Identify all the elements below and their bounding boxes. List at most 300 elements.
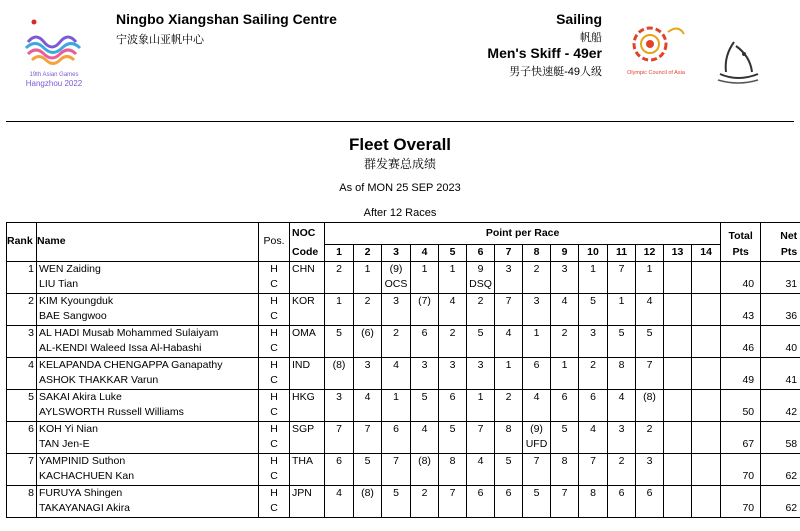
- race-score: 7: [551, 485, 579, 501]
- race-score: 8: [551, 453, 579, 469]
- race-score: 4: [636, 293, 664, 309]
- race-penalty-code: UFD: [523, 437, 551, 453]
- event-name-cn: 男子快速艇-49人级: [509, 66, 602, 78]
- col-race: 11: [608, 245, 636, 262]
- total-points: 50: [721, 405, 761, 421]
- col-race: 12: [636, 245, 664, 262]
- race-penalty-code: [439, 309, 467, 325]
- sport-name: Sailing: [556, 11, 602, 27]
- race-score: 6: [325, 453, 354, 469]
- race-score: (8): [354, 485, 382, 501]
- crew-name: LIU Tian: [37, 277, 259, 293]
- page-title-cn: 群发赛总成绩: [363, 157, 436, 171]
- noc-code: KOR: [290, 293, 325, 325]
- race-score: 3: [523, 293, 551, 309]
- race-penalty-code: [382, 309, 411, 325]
- report-header: [0, 0, 800, 122]
- race-score: 4: [608, 389, 636, 405]
- table-row: [7, 277, 800, 293]
- race-score: 6: [551, 389, 579, 405]
- table-row: [7, 293, 800, 309]
- race-score: 5: [608, 325, 636, 341]
- race-penalty-code: [551, 469, 579, 485]
- pos-crew: C: [259, 277, 290, 293]
- race-penalty-code: [382, 437, 411, 453]
- race-score: 3: [579, 325, 608, 341]
- col-total-line2: Pts: [721, 245, 761, 262]
- race-score: [664, 453, 692, 469]
- table-row: [7, 261, 800, 277]
- race-score: 2: [579, 357, 608, 373]
- race-score: 3: [636, 453, 664, 469]
- event-name: Men's Skiff - 49er: [487, 45, 602, 61]
- race-penalty-code: [608, 501, 636, 517]
- race-penalty-code: [608, 469, 636, 485]
- race-score: (9): [382, 261, 411, 277]
- race-penalty-code: [523, 501, 551, 517]
- race-penalty-code: [664, 405, 692, 421]
- race-score: 1: [411, 261, 439, 277]
- race-penalty-code: [495, 501, 523, 517]
- race-penalty-code: [692, 405, 721, 421]
- race-score: 5: [325, 325, 354, 341]
- race-score: 9: [467, 261, 495, 277]
- crew-name: KACHACHUEN Kan: [37, 469, 259, 485]
- race-penalty-code: [495, 373, 523, 389]
- race-score: 5: [467, 325, 495, 341]
- pos-crew: C: [259, 469, 290, 485]
- race-score: 1: [579, 261, 608, 277]
- race-score: 5: [495, 453, 523, 469]
- race-penalty-code: [467, 341, 495, 357]
- race-score: 7: [523, 453, 551, 469]
- race-score: (9): [523, 421, 551, 437]
- net-spacer: [761, 453, 800, 469]
- race-penalty-code: [636, 437, 664, 453]
- pos-helm: H: [259, 453, 290, 469]
- pos-crew: C: [259, 501, 290, 517]
- net-spacer: [761, 485, 800, 501]
- race-penalty-code: [579, 309, 608, 325]
- race-penalty-code: [692, 373, 721, 389]
- race-penalty-code: [692, 309, 721, 325]
- race-score: [692, 485, 721, 501]
- total-spacer: [721, 485, 761, 501]
- race-penalty-code: [382, 341, 411, 357]
- table-row: [7, 437, 800, 453]
- race-penalty-code: [551, 501, 579, 517]
- sport-name-cn: 帆船: [580, 32, 602, 44]
- race-score: 2: [551, 325, 579, 341]
- race-penalty-code: [467, 373, 495, 389]
- race-score: 5: [551, 421, 579, 437]
- race-score: 8: [439, 453, 467, 469]
- race-penalty-code: [382, 501, 411, 517]
- race-score: 2: [467, 293, 495, 309]
- race-penalty-code: [382, 469, 411, 485]
- table-row: [7, 405, 800, 421]
- race-penalty-code: [579, 405, 608, 421]
- race-score: 1: [551, 357, 579, 373]
- race-penalty-code: [439, 501, 467, 517]
- race-score: 2: [636, 421, 664, 437]
- noc-code: OMA: [290, 325, 325, 357]
- race-score: (7): [411, 293, 439, 309]
- helm-name: AL HADI Musab Mohammed Sulaiyam: [37, 325, 259, 341]
- race-penalty-code: [692, 437, 721, 453]
- race-score: 4: [411, 421, 439, 437]
- race-penalty-code: [354, 373, 382, 389]
- table-row: [7, 485, 800, 501]
- page-title: Fleet Overall: [348, 135, 452, 154]
- race-score: 4: [382, 357, 411, 373]
- table-row: [7, 341, 800, 357]
- race-penalty-code: [664, 469, 692, 485]
- race-score: [692, 261, 721, 277]
- sailing-pictogram: [714, 40, 762, 84]
- net-spacer: [761, 389, 800, 405]
- oca-logo: [622, 22, 702, 82]
- race-penalty-code: [636, 277, 664, 293]
- race-penalty-code: [636, 501, 664, 517]
- race-score: 5: [579, 293, 608, 309]
- col-race: 10: [579, 245, 608, 262]
- race-penalty-code: [523, 469, 551, 485]
- pos-helm: H: [259, 421, 290, 437]
- race-score: 1: [636, 261, 664, 277]
- race-score: 3: [354, 357, 382, 373]
- helm-name: KELAPANDA CHENGAPPA Ganapathy: [37, 357, 259, 373]
- race-score: 4: [579, 421, 608, 437]
- race-score: 4: [495, 325, 523, 341]
- rank-cell: 8: [7, 485, 37, 517]
- table-row: [7, 309, 800, 325]
- race-penalty-code: [664, 277, 692, 293]
- crew-name: TAN Jen-E: [37, 437, 259, 453]
- race-penalty-code: [636, 405, 664, 421]
- race-score: 5: [636, 325, 664, 341]
- total-spacer: [721, 421, 761, 437]
- pos-crew: C: [259, 341, 290, 357]
- race-penalty-code: [636, 341, 664, 357]
- race-penalty-code: [439, 277, 467, 293]
- net-spacer: [761, 325, 800, 341]
- race-penalty-code: [664, 373, 692, 389]
- race-penalty-code: [354, 341, 382, 357]
- race-score: 8: [495, 421, 523, 437]
- venue-name-cn: 宁波象山亚帆中心: [116, 34, 204, 46]
- race-score: 7: [636, 357, 664, 373]
- race-score: 5: [411, 389, 439, 405]
- race-penalty-code: [579, 373, 608, 389]
- race-score: 2: [382, 325, 411, 341]
- race-penalty-code: [354, 309, 382, 325]
- pos-helm: H: [259, 485, 290, 501]
- race-penalty-code: [495, 277, 523, 293]
- helm-name: KOH Yi Nian: [37, 421, 259, 437]
- race-penalty-code: [523, 373, 551, 389]
- crew-name: AYLSWORTH Russell Williams: [37, 405, 259, 421]
- pos-crew: C: [259, 437, 290, 453]
- race-penalty-code: [325, 341, 354, 357]
- net-points: 36: [761, 309, 800, 325]
- race-score: 8: [579, 485, 608, 501]
- race-score: 3: [608, 421, 636, 437]
- pos-helm: H: [259, 261, 290, 277]
- race-score: 6: [439, 389, 467, 405]
- total-spacer: [721, 261, 761, 277]
- race-penalty-code: [664, 341, 692, 357]
- col-race: 2: [354, 245, 382, 262]
- race-penalty-code: [325, 469, 354, 485]
- race-score: 6: [411, 325, 439, 341]
- race-penalty-code: [382, 405, 411, 421]
- race-penalty-code: [495, 437, 523, 453]
- race-score: 2: [439, 325, 467, 341]
- race-penalty-code: [467, 309, 495, 325]
- col-rank: Rank: [7, 223, 37, 262]
- header-divider: [6, 121, 794, 122]
- asian-games-logo: [14, 14, 94, 94]
- race-score: 1: [382, 389, 411, 405]
- race-penalty-code: DSQ: [467, 277, 495, 293]
- race-penalty-code: [325, 501, 354, 517]
- pos-crew: C: [259, 309, 290, 325]
- race-score: [664, 485, 692, 501]
- race-score: [692, 389, 721, 405]
- race-penalty-code: [551, 437, 579, 453]
- col-point-per-race: Point per Race: [325, 223, 721, 245]
- crew-name: TAKAYANAGI Akira: [37, 501, 259, 517]
- race-penalty-code: [411, 437, 439, 453]
- race-score: 1: [608, 293, 636, 309]
- net-points: 41: [761, 373, 800, 389]
- race-score: 4: [523, 389, 551, 405]
- race-penalty-code: [636, 309, 664, 325]
- noc-code: THA: [290, 453, 325, 485]
- race-penalty-code: [608, 341, 636, 357]
- total-points: 40: [721, 277, 761, 293]
- net-spacer: [761, 357, 800, 373]
- total-spacer: [721, 293, 761, 309]
- race-score: 2: [523, 261, 551, 277]
- col-noc-line1: NOC: [290, 223, 325, 245]
- race-penalty-code: [411, 501, 439, 517]
- total-points: 67: [721, 437, 761, 453]
- crew-name: ASHOK THAKKAR Varun: [37, 373, 259, 389]
- races-completed: After 12 Races: [363, 207, 437, 219]
- as-of-date: As of MON 25 SEP 2023: [339, 182, 461, 194]
- col-total-line1: Total: [721, 223, 761, 245]
- net-points: 62: [761, 501, 800, 517]
- table-row: [7, 453, 800, 469]
- race-penalty-code: [523, 341, 551, 357]
- race-score: 7: [439, 485, 467, 501]
- pos-helm: H: [259, 293, 290, 309]
- net-spacer: [761, 293, 800, 309]
- table-row: [7, 325, 800, 341]
- race-score: 4: [439, 293, 467, 309]
- race-score: 1: [325, 293, 354, 309]
- net-points: 62: [761, 469, 800, 485]
- race-penalty-code: [523, 309, 551, 325]
- race-penalty-code: [411, 277, 439, 293]
- race-score: [664, 293, 692, 309]
- race-penalty-code: [692, 277, 721, 293]
- race-penalty-code: [354, 405, 382, 421]
- race-score: 6: [467, 485, 495, 501]
- race-score: 7: [608, 261, 636, 277]
- race-penalty-code: [354, 469, 382, 485]
- race-score: 7: [467, 421, 495, 437]
- race-score: 3: [411, 357, 439, 373]
- svg-text:Hangzhou 2022: Hangzhou 2022: [25, 79, 83, 88]
- col-net-line1: Net: [761, 223, 800, 245]
- table-row: [7, 357, 800, 373]
- race-penalty-code: [439, 405, 467, 421]
- race-score: 2: [325, 261, 354, 277]
- helm-name: FURUYA Shingen: [37, 485, 259, 501]
- helm-name: KIM Kyoungduk: [37, 293, 259, 309]
- race-penalty-code: [411, 469, 439, 485]
- table-row: [7, 501, 800, 517]
- col-race: 1: [325, 245, 354, 262]
- pos-helm: H: [259, 389, 290, 405]
- race-penalty-code: [467, 405, 495, 421]
- race-penalty-code: [579, 277, 608, 293]
- col-race: 3: [382, 245, 411, 262]
- race-score: 4: [467, 453, 495, 469]
- total-points: 70: [721, 501, 761, 517]
- results-table-header: [7, 223, 800, 262]
- svg-text:Olympic Council of Asia: Olympic Council of Asia: [627, 70, 685, 76]
- race-score: [664, 389, 692, 405]
- race-penalty-code: [636, 373, 664, 389]
- race-score: [664, 261, 692, 277]
- race-penalty-code: [439, 373, 467, 389]
- col-race: 13: [664, 245, 692, 262]
- race-score: 5: [354, 453, 382, 469]
- race-score: 6: [579, 389, 608, 405]
- col-race: 6: [467, 245, 495, 262]
- results-table: [6, 222, 800, 518]
- race-score: [664, 421, 692, 437]
- race-penalty-code: [325, 405, 354, 421]
- race-penalty-code: [579, 469, 608, 485]
- rank-cell: 6: [7, 421, 37, 453]
- race-penalty-code: [325, 277, 354, 293]
- net-points: 58: [761, 437, 800, 453]
- race-penalty-code: [495, 469, 523, 485]
- race-score: 4: [325, 485, 354, 501]
- race-score: [692, 453, 721, 469]
- race-score: 6: [636, 485, 664, 501]
- venue-name: Ningbo Xiangshan Sailing Centre: [116, 11, 337, 27]
- race-penalty-code: [325, 437, 354, 453]
- net-spacer: [761, 261, 800, 277]
- race-score: 1: [354, 261, 382, 277]
- race-score: 6: [523, 357, 551, 373]
- race-score: 7: [495, 293, 523, 309]
- race-penalty-code: [325, 309, 354, 325]
- race-score: (8): [411, 453, 439, 469]
- total-spacer: [721, 453, 761, 469]
- race-score: 3: [495, 261, 523, 277]
- race-penalty-code: [439, 341, 467, 357]
- race-penalty-code: [467, 469, 495, 485]
- pos-helm: H: [259, 357, 290, 373]
- race-score: [692, 325, 721, 341]
- race-penalty-code: [579, 437, 608, 453]
- rank-cell: 7: [7, 453, 37, 485]
- race-score: 2: [495, 389, 523, 405]
- net-spacer: [761, 421, 800, 437]
- race-penalty-code: [411, 341, 439, 357]
- race-score: 4: [354, 389, 382, 405]
- race-score: 3: [551, 261, 579, 277]
- race-penalty-code: [495, 309, 523, 325]
- race-score: (6): [354, 325, 382, 341]
- race-score: 2: [354, 293, 382, 309]
- noc-code: IND: [290, 357, 325, 389]
- race-score: 2: [411, 485, 439, 501]
- race-penalty-code: [664, 309, 692, 325]
- race-score: 1: [523, 325, 551, 341]
- col-race: 4: [411, 245, 439, 262]
- race-score: [664, 325, 692, 341]
- race-penalty-code: [664, 437, 692, 453]
- race-penalty-code: [608, 373, 636, 389]
- race-score: 3: [325, 389, 354, 405]
- race-penalty-code: [692, 501, 721, 517]
- race-penalty-code: [467, 437, 495, 453]
- col-name: Name: [37, 223, 259, 262]
- race-penalty-code: [354, 437, 382, 453]
- net-points: 42: [761, 405, 800, 421]
- race-penalty-code: [692, 341, 721, 357]
- rank-cell: 3: [7, 325, 37, 357]
- helm-name: WEN Zaiding: [37, 261, 259, 277]
- race-score: 1: [495, 357, 523, 373]
- rank-cell: 5: [7, 389, 37, 421]
- race-penalty-code: [608, 309, 636, 325]
- col-race: 7: [495, 245, 523, 262]
- col-race: 14: [692, 245, 721, 262]
- race-penalty-code: [551, 341, 579, 357]
- race-score: 6: [495, 485, 523, 501]
- noc-code: SGP: [290, 421, 325, 453]
- race-score: 3: [439, 357, 467, 373]
- race-penalty-code: [382, 373, 411, 389]
- race-penalty-code: [636, 469, 664, 485]
- race-score: [692, 357, 721, 373]
- col-pos: Pos.: [259, 223, 290, 262]
- col-race: 9: [551, 245, 579, 262]
- col-net-line2: Pts: [761, 245, 800, 262]
- race-penalty-code: [608, 277, 636, 293]
- race-score: [664, 357, 692, 373]
- race-score: 6: [608, 485, 636, 501]
- race-score: [692, 293, 721, 309]
- total-spacer: [721, 389, 761, 405]
- race-score: (8): [636, 389, 664, 405]
- col-noc-line2: Code: [290, 245, 325, 262]
- table-row: [7, 421, 800, 437]
- net-points: 40: [761, 341, 800, 357]
- total-spacer: [721, 325, 761, 341]
- race-score: 4: [551, 293, 579, 309]
- pos-helm: H: [259, 325, 290, 341]
